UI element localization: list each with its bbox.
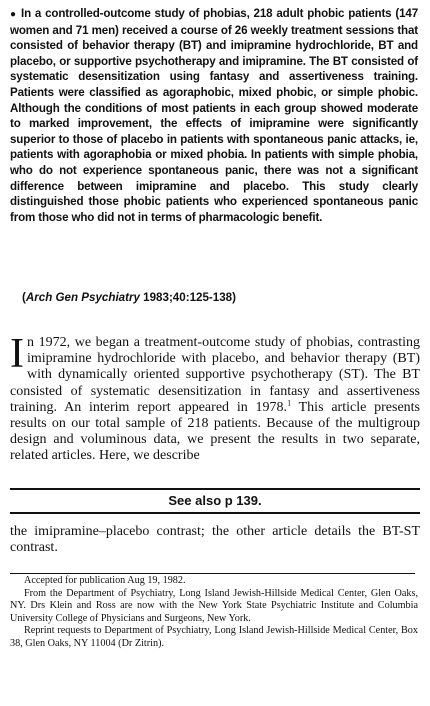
footnote-reprint: Reprint requests to Department of Psychiatry, Long Island Jewish-Hillside Medical Center, Box 38, Glen Oaks, NY 11004 (Dr Zitrin). bbox=[10, 625, 418, 649]
see-also-box: See also p 139. bbox=[10, 488, 420, 514]
abstract-citation bbox=[22, 290, 236, 305]
footnote-divider bbox=[10, 573, 415, 574]
footnote-affiliation: From the Department of Psychiatry, Long Island Jewish-Hillside Medical Center, Glen Oaks, NY. Drs Klein and Ross are now with the New York State Psychiatric Institute and Columbia University College of Physicians and Surgeons, New York. bbox=[10, 587, 418, 624]
footnote-accepted: Accepted for publication Aug 19, 1982. bbox=[24, 575, 186, 586]
body-paragraph bbox=[10, 331, 420, 465]
abstract bbox=[10, 6, 418, 225]
body-text-part1: n 1972, we began a treatment-outcome study of phobias, contrasting imipramine hydrochloride with placebo, and behavior therapy (BT) with dynamically oriented supportive psychotherapy (ST). The BT consisted of systematic desensitization in fantasy and assertiveness training. An interim report appeared in 1978. bbox=[10, 335, 420, 415]
citation-ref: 1983;40:125-138) bbox=[139, 291, 236, 304]
reference-superscript: 1 bbox=[287, 398, 292, 408]
body-text-part2: This article presents results on our total sample of 218 patients. Because of the multigroup design and voluminous data, we present the results in two separate, related articles. Here, we describe bbox=[10, 399, 420, 464]
citation-open: ( bbox=[22, 291, 26, 304]
citation-journal: Arch Gen Psychiatry bbox=[25, 291, 140, 304]
drop-cap: I bbox=[10, 331, 24, 377]
footnotes bbox=[10, 575, 418, 651]
abstract-text: In a controlled-outcome study of phobias, 218 adult phobic patients (147 women and 71 men) received a course of 26 weekly treatment sessions that consisted of behavior therapy (BT) and imipramine hydrochloride, BT and placebo, or supportive psychotherapy and imipramine. The BT consisted of systematic desensitization using fantasy and assertiveness training. Patients were classified as agoraphobic, mixed phobic, or simple phobic. Although the conditions of most patients in each group showed moderate to marked improvement, the effects of imipramine were significantly superior to those of placebo in patients with spontaneous panic attacks, ie, patients with agoraphobia or mixed phobia. In patients with simple phobia, who do not experience spontaneous panic, there was not a significant difference between imipramine and placebo. This study clearly distinguished those phobic patients who experienced spontaneous panic from those who did not in terms of pharmacologic benefit. bbox=[10, 7, 418, 224]
body-continuation: the imipramine–placebo contrast; the other article details the BT-ST contrast. bbox=[10, 524, 420, 556]
bullet-icon: ● bbox=[10, 9, 16, 20]
